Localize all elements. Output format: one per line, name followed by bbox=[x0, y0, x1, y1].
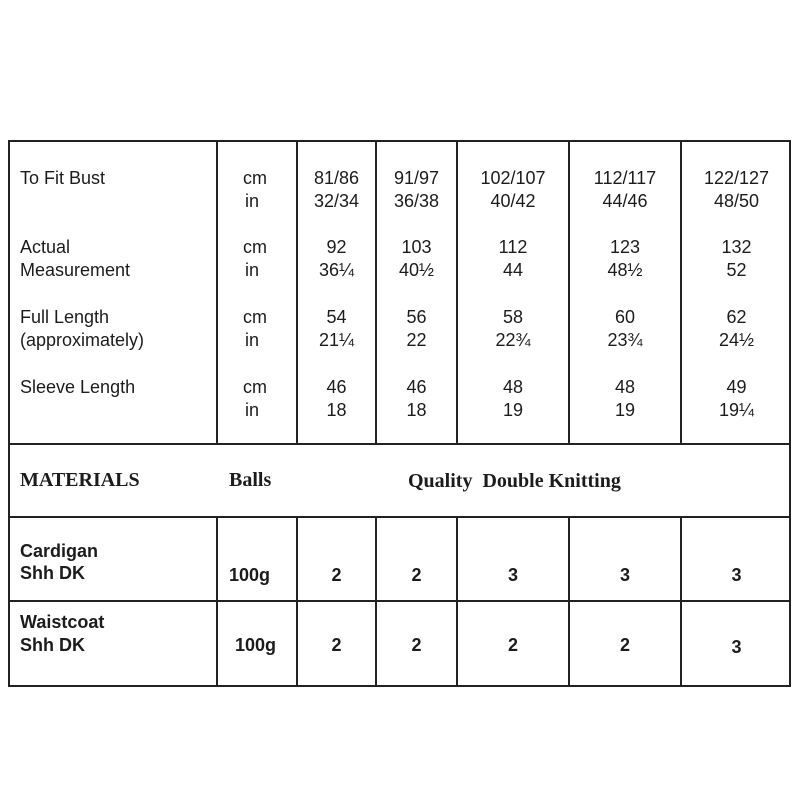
waistcoat-balls: 3 bbox=[731, 637, 742, 657]
row-label-to-fit-bust: To Fit Bust bbox=[20, 168, 106, 188]
size-in: 32/34 bbox=[313, 191, 360, 211]
quality-heading: Quality Double Knitting bbox=[408, 470, 621, 492]
size-in: 40/42 bbox=[490, 191, 536, 211]
sleeve-cm: 46 bbox=[326, 377, 347, 397]
length-cm: 56 bbox=[406, 307, 427, 327]
length-cm: 62 bbox=[726, 307, 747, 327]
unit-cm: cm bbox=[243, 377, 267, 397]
cardigan-yarn: Shh DK bbox=[20, 563, 85, 583]
column-divider bbox=[296, 516, 298, 687]
waistcoat-name: Waistcoat bbox=[20, 612, 105, 632]
length-cm: 54 bbox=[326, 307, 347, 327]
divider-materials-bottom bbox=[8, 516, 791, 518]
waistcoat-balls: 2 bbox=[619, 635, 630, 655]
size-in: 48/50 bbox=[713, 191, 760, 211]
cardigan-weight: 100g bbox=[229, 565, 271, 585]
sleeve-cm: 46 bbox=[406, 377, 427, 397]
actual-in: 36¼ bbox=[318, 260, 355, 280]
length-in: 22¾ bbox=[495, 330, 531, 350]
size-cm: 122/127 bbox=[703, 168, 770, 188]
cardigan-balls: 3 bbox=[619, 565, 630, 585]
actual-cm: 112 bbox=[498, 237, 528, 257]
length-in: 23¾ bbox=[607, 330, 643, 350]
row-label-actual: Actual bbox=[20, 237, 71, 257]
unit-cm: cm bbox=[243, 307, 267, 327]
length-cm: 58 bbox=[502, 307, 524, 327]
unit-cm: cm bbox=[243, 168, 267, 188]
sleeve-in: 18 bbox=[326, 400, 347, 420]
sleeve-cm: 48 bbox=[614, 377, 636, 397]
size-cm: 102/107 bbox=[480, 168, 546, 188]
sleeve-cm: 49 bbox=[726, 377, 747, 397]
cardigan-balls: 2 bbox=[411, 565, 422, 585]
length-in: 24½ bbox=[718, 330, 755, 350]
column-divider bbox=[680, 516, 682, 687]
column-divider bbox=[375, 516, 377, 687]
cardigan-balls: 3 bbox=[731, 565, 742, 585]
column-divider bbox=[216, 516, 218, 687]
size-cm: 81/86 bbox=[313, 168, 360, 188]
row-label-full-length: Full Length bbox=[20, 307, 110, 327]
size-cm: 112/117 bbox=[593, 168, 657, 188]
materials-heading: MATERIALS bbox=[20, 469, 140, 491]
row-label-measurement: Measurement bbox=[20, 260, 131, 280]
waistcoat-balls: 2 bbox=[411, 635, 422, 655]
actual-in: 40½ bbox=[398, 260, 435, 280]
sleeve-in: 19 bbox=[502, 400, 524, 420]
unit-in: in bbox=[245, 191, 260, 211]
unit-cm: cm bbox=[243, 237, 267, 257]
waistcoat-balls: 2 bbox=[331, 635, 342, 655]
cardigan-balls: 3 bbox=[507, 565, 518, 585]
actual-cm: 132 bbox=[721, 237, 752, 257]
column-divider bbox=[568, 516, 570, 687]
unit-in: in bbox=[245, 400, 260, 420]
divider-materials-top bbox=[8, 443, 791, 445]
length-in: 21¼ bbox=[318, 330, 355, 350]
length-in: 22 bbox=[406, 330, 427, 350]
size-cm: 91/97 bbox=[393, 168, 440, 188]
size-in: 44/46 bbox=[602, 191, 648, 211]
sleeve-cm: 48 bbox=[502, 377, 524, 397]
cardigan-name: Cardigan bbox=[20, 541, 99, 561]
actual-in: 52 bbox=[726, 260, 747, 280]
waistcoat-weight: 100g bbox=[235, 635, 277, 655]
column-divider bbox=[456, 516, 458, 687]
actual-in: 44 bbox=[502, 260, 524, 280]
column-divider bbox=[216, 140, 218, 444]
cardigan-balls: 2 bbox=[331, 565, 342, 585]
length-cm: 60 bbox=[614, 307, 636, 327]
sleeve-in: 19¼ bbox=[718, 400, 755, 420]
sleeve-in: 18 bbox=[406, 400, 427, 420]
size-in: 36/38 bbox=[393, 191, 440, 211]
row-label-approximately: (approximately) bbox=[20, 330, 145, 350]
unit-in: in bbox=[245, 330, 260, 350]
sleeve-in: 19 bbox=[614, 400, 636, 420]
actual-cm: 103 bbox=[401, 237, 432, 257]
actual-cm: 92 bbox=[326, 237, 347, 257]
waistcoat-yarn: Shh DK bbox=[20, 635, 85, 655]
balls-heading: Balls bbox=[229, 469, 272, 491]
divider-yarn-rows bbox=[8, 600, 791, 602]
unit-in: in bbox=[245, 260, 260, 280]
actual-in: 48½ bbox=[607, 260, 643, 280]
waistcoat-balls: 2 bbox=[507, 635, 518, 655]
actual-cm: 123 bbox=[609, 237, 641, 257]
row-label-sleeve-length: Sleeve Length bbox=[20, 377, 136, 397]
